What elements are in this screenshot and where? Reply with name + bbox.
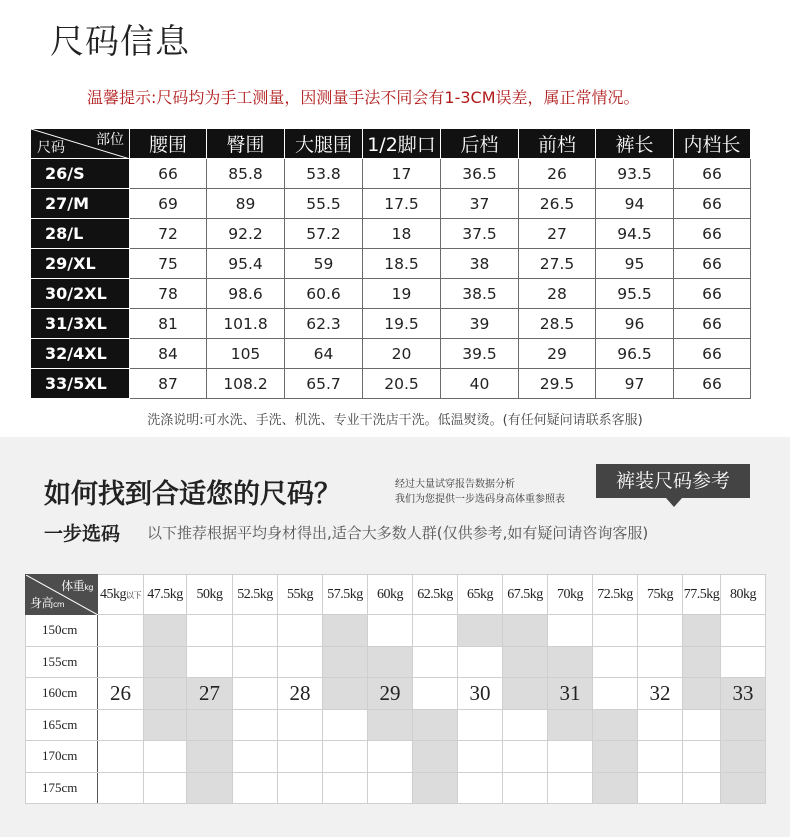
grid-cell xyxy=(368,709,413,741)
measurement-cell: 94 xyxy=(596,189,674,219)
grid-cell xyxy=(323,772,368,804)
height-word: 身高 xyxy=(30,596,54,610)
grid-cell xyxy=(413,772,458,804)
measurement-cell: 66 xyxy=(674,309,751,339)
measurement-cell: 37 xyxy=(441,189,519,219)
grid-cell xyxy=(144,646,187,678)
height-label: 170cm xyxy=(26,741,98,773)
grid-cell xyxy=(593,772,638,804)
height-label: 165cm xyxy=(26,709,98,741)
grid-cell xyxy=(638,709,683,741)
measurement-cell: 29.5 xyxy=(519,369,596,399)
weight-header: 65kg xyxy=(458,575,503,615)
grid-cell xyxy=(187,615,233,647)
grid-cell xyxy=(593,615,638,647)
measurement-cell: 20.5 xyxy=(363,369,441,399)
measurement-cell: 93.5 xyxy=(596,159,674,189)
grid-cell xyxy=(278,772,323,804)
grid-cell xyxy=(233,615,278,647)
measurement-cell: 26 xyxy=(519,159,596,189)
grid-cell xyxy=(323,709,368,741)
grid-cell xyxy=(144,615,187,647)
grid-cell xyxy=(233,741,278,773)
grid-cell xyxy=(458,709,503,741)
height-weight-grid xyxy=(25,574,766,804)
measurement-cell: 57.2 xyxy=(285,219,363,249)
grid-cell xyxy=(548,741,593,773)
grid-cell xyxy=(548,646,593,678)
grid-cell xyxy=(458,772,503,804)
grid-cell xyxy=(638,646,683,678)
weight-word: 体重 xyxy=(61,579,85,593)
height-label: 155cm xyxy=(26,646,98,678)
measurement-cell: 66 xyxy=(674,369,751,399)
grid-cell xyxy=(503,646,548,678)
wash-instructions: 洗涤说明:可水洗、手洗、机洗、专业干洗店干洗。低温熨烫。(有任何疑问请联系客服) xyxy=(147,413,643,428)
measurement-cell: 28.5 xyxy=(519,309,596,339)
weight-header: 47.5kg xyxy=(144,575,187,615)
measurement-cell: 97 xyxy=(596,369,674,399)
measurement-cell: 37.5 xyxy=(441,219,519,249)
grid-cell xyxy=(413,709,458,741)
weight-header: 72.5kg xyxy=(593,575,638,615)
grid-cell xyxy=(144,741,187,773)
grid-cell xyxy=(98,709,144,741)
corner-height-label xyxy=(30,594,64,611)
grid-cell xyxy=(548,709,593,741)
corner-weight-label xyxy=(61,577,93,594)
weight-header: 52.5kg xyxy=(233,575,278,615)
grid-cell xyxy=(721,709,766,741)
grid-cell xyxy=(278,646,323,678)
measurement-cell: 19 xyxy=(363,279,441,309)
grid-cell xyxy=(368,615,413,647)
size-info-title: 尺码信息 xyxy=(50,22,190,62)
measurement-cell: 19.5 xyxy=(363,309,441,339)
measurement-cell: 69 xyxy=(130,189,207,219)
measurement-cell: 87 xyxy=(130,369,207,399)
size-label: 26/S xyxy=(31,159,130,189)
grid-cell xyxy=(721,772,766,804)
size-row xyxy=(31,339,751,369)
size-table-header xyxy=(31,129,751,159)
grid-cell xyxy=(413,615,458,647)
measurement-cell: 39 xyxy=(441,309,519,339)
grid-cell xyxy=(683,772,721,804)
height-row xyxy=(26,646,766,678)
grid-cell xyxy=(278,741,323,773)
measurement-cell: 96.5 xyxy=(596,339,674,369)
measurement-cell: 60.6 xyxy=(285,279,363,309)
measurement-cell: 29 xyxy=(519,339,596,369)
recommended-size: 28 xyxy=(278,678,323,710)
measurement-cell: 27.5 xyxy=(519,249,596,279)
grid-cell xyxy=(683,678,721,710)
grid-cell xyxy=(413,741,458,773)
recommended-size: 32 xyxy=(638,678,683,710)
measurement-cell: 55.5 xyxy=(285,189,363,219)
measurement-cell: 98.6 xyxy=(207,279,285,309)
grid-cell xyxy=(503,772,548,804)
grid-cell xyxy=(233,772,278,804)
col-header: 后档 xyxy=(441,129,519,159)
weight-header: 60kg xyxy=(368,575,413,615)
height-row xyxy=(26,741,766,773)
grid-cell xyxy=(593,741,638,773)
col-header: 裤长 xyxy=(596,129,674,159)
size-label: 29/XL xyxy=(31,249,130,279)
grid-cell xyxy=(593,709,638,741)
grid-cell xyxy=(413,646,458,678)
size-label: 28/L xyxy=(31,219,130,249)
grid-cell xyxy=(323,646,368,678)
weight-header: 75kg xyxy=(638,575,683,615)
measurement-cell: 17 xyxy=(363,159,441,189)
grid-cell xyxy=(458,741,503,773)
grid-header-row xyxy=(26,575,766,615)
grid-cell xyxy=(187,741,233,773)
size-label: 30/2XL xyxy=(31,279,130,309)
height-label: 160cm xyxy=(26,678,98,710)
height-row xyxy=(26,772,766,804)
grid-cell xyxy=(548,772,593,804)
grid-cell xyxy=(683,741,721,773)
grid-cell xyxy=(683,615,721,647)
grid-cell xyxy=(503,678,548,710)
measurement-cell: 66 xyxy=(674,249,751,279)
measurement-cell: 75 xyxy=(130,249,207,279)
grid-cell xyxy=(187,646,233,678)
height-label: 175cm xyxy=(26,772,98,804)
grid-cell xyxy=(721,646,766,678)
grid-cell xyxy=(233,709,278,741)
weight-header: 77.5kg xyxy=(683,575,721,615)
weight-header: 55kg xyxy=(278,575,323,615)
grid-cell xyxy=(368,741,413,773)
recommended-size: 27 xyxy=(187,678,233,710)
height-unit: cm xyxy=(53,600,65,609)
measurement-cell: 36.5 xyxy=(441,159,519,189)
grid-cell xyxy=(323,741,368,773)
grid-cell xyxy=(368,646,413,678)
pants-size-reference-badge: 裤装尺码参考 xyxy=(596,464,750,498)
weight-suffix: 以下 xyxy=(126,590,141,600)
weight-header xyxy=(98,575,144,615)
corner-label-part: 部位 xyxy=(96,132,124,148)
grid-cell xyxy=(593,646,638,678)
size-label: 32/4XL xyxy=(31,339,130,369)
size-label: 27/M xyxy=(31,189,130,219)
grid-cell xyxy=(144,678,187,710)
measurement-cell: 18.5 xyxy=(363,249,441,279)
col-header: 臀围 xyxy=(207,129,285,159)
col-header: 大腿围 xyxy=(285,129,363,159)
recommended-size: 30 xyxy=(458,678,503,710)
measurement-cell: 105 xyxy=(207,339,285,369)
grid-cell xyxy=(638,772,683,804)
height-row xyxy=(26,615,766,647)
size-row xyxy=(31,309,751,339)
measurement-cell: 39.5 xyxy=(441,339,519,369)
measurement-cell: 66 xyxy=(674,189,751,219)
weight-header: 57.5kg xyxy=(323,575,368,615)
grid-cell xyxy=(458,615,503,647)
measurement-cell: 65.7 xyxy=(285,369,363,399)
measurement-cell: 72 xyxy=(130,219,207,249)
measurement-cell: 81 xyxy=(130,309,207,339)
measurement-cell: 38 xyxy=(441,249,519,279)
size-row xyxy=(31,369,751,399)
grid-cell xyxy=(683,709,721,741)
recommended-size: 29 xyxy=(368,678,413,710)
height-row xyxy=(26,678,766,710)
grid-cell xyxy=(683,646,721,678)
measurement-cell: 95.4 xyxy=(207,249,285,279)
recommendation-note: 以下推荐根据平均身材得出,适合大多数人群(仅供参考,如有疑问请咨询客服) xyxy=(147,524,649,542)
grid-cell xyxy=(187,709,233,741)
weight-header: 50kg xyxy=(187,575,233,615)
size-row xyxy=(31,279,751,309)
weight-unit: kg xyxy=(84,583,93,592)
grid-cell xyxy=(368,772,413,804)
grid-cell xyxy=(278,709,323,741)
grid-cell xyxy=(548,615,593,647)
weight-header: 62.5kg xyxy=(413,575,458,615)
size-measurement-table xyxy=(30,128,751,399)
grid-cell xyxy=(503,615,548,647)
col-header: 腰围 xyxy=(130,129,207,159)
grid-cell xyxy=(721,741,766,773)
measurement-cell: 101.8 xyxy=(207,309,285,339)
col-header: 前档 xyxy=(519,129,596,159)
grid-corner xyxy=(26,575,98,615)
measurement-cell: 40 xyxy=(441,369,519,399)
corner-label-size: 尺码 xyxy=(37,140,65,156)
grid-cell xyxy=(638,615,683,647)
measurement-cell: 59 xyxy=(285,249,363,279)
size-label: 33/5XL xyxy=(31,369,130,399)
grid-cell xyxy=(323,615,368,647)
grid-cell xyxy=(144,709,187,741)
grid-cell xyxy=(721,615,766,647)
one-step-label: 一步选码 xyxy=(44,523,121,545)
recommended-size: 31 xyxy=(548,678,593,710)
measurement-cell: 18 xyxy=(363,219,441,249)
grid-cell xyxy=(187,772,233,804)
size-label: 31/3XL xyxy=(31,309,130,339)
measurement-cell: 66 xyxy=(674,219,751,249)
measurement-cell: 94.5 xyxy=(596,219,674,249)
grid-cell xyxy=(278,615,323,647)
grid-cell xyxy=(233,678,278,710)
col-header: 内档长 xyxy=(674,129,751,159)
grid-cell xyxy=(413,678,458,710)
measurement-cell: 17.5 xyxy=(363,189,441,219)
grid-cell xyxy=(233,646,278,678)
measurement-cell: 108.2 xyxy=(207,369,285,399)
height-label: 150cm xyxy=(26,615,98,647)
measurement-cell: 89 xyxy=(207,189,285,219)
measurement-cell: 66 xyxy=(674,339,751,369)
grid-cell xyxy=(98,646,144,678)
grid-cell xyxy=(144,772,187,804)
size-row xyxy=(31,189,751,219)
size-row xyxy=(31,249,751,279)
measurement-cell: 64 xyxy=(285,339,363,369)
weight-header: 80kg xyxy=(721,575,766,615)
measurement-cell: 38.5 xyxy=(441,279,519,309)
weight-value: 45kg xyxy=(100,586,126,602)
col-header: 1/2脚口 xyxy=(363,129,441,159)
grid-cell xyxy=(503,741,548,773)
measurement-cell: 78 xyxy=(130,279,207,309)
measurement-cell: 95 xyxy=(596,249,674,279)
measurement-cell: 26.5 xyxy=(519,189,596,219)
size-row xyxy=(31,159,751,189)
measurement-cell: 85.8 xyxy=(207,159,285,189)
grid-cell xyxy=(458,646,503,678)
grid-cell xyxy=(98,615,144,647)
measurement-cell: 96 xyxy=(596,309,674,339)
recommended-size: 33 xyxy=(721,678,766,710)
size-row xyxy=(31,219,751,249)
grid-cell xyxy=(98,772,144,804)
weight-header: 70kg xyxy=(548,575,593,615)
measurement-cell: 66 xyxy=(674,279,751,309)
grid-cell xyxy=(323,678,368,710)
measurement-cell: 27 xyxy=(519,219,596,249)
measurement-tip: 温馨提示:尺码均为手工测量，因测量手法不同会有1-3CM误差，属正常情况。 xyxy=(87,88,640,107)
grid-cell xyxy=(503,709,548,741)
measurement-cell: 95.5 xyxy=(596,279,674,309)
grid-cell xyxy=(638,741,683,773)
size-finder-section xyxy=(0,437,790,837)
grid-cell xyxy=(593,678,638,710)
grid-cell xyxy=(98,741,144,773)
measurement-cell: 20 xyxy=(363,339,441,369)
measurement-cell: 66 xyxy=(674,159,751,189)
data-analysis-note: 经过大量试穿报告数据分析 xyxy=(395,479,515,490)
measurement-cell: 66 xyxy=(130,159,207,189)
measurement-cell: 62.3 xyxy=(285,309,363,339)
measurement-cell: 84 xyxy=(130,339,207,369)
measurement-cell: 92.2 xyxy=(207,219,285,249)
size-table-corner xyxy=(31,129,130,159)
reference-chart-note: 我们为您提供一步选码身高体重参照表 xyxy=(395,494,565,505)
weight-header: 67.5kg xyxy=(503,575,548,615)
size-finder-title: 如何找到合适您的尺码？ xyxy=(44,479,341,510)
height-row xyxy=(26,709,766,741)
measurement-cell: 53.8 xyxy=(285,159,363,189)
recommended-size: 26 xyxy=(98,678,144,710)
measurement-cell: 28 xyxy=(519,279,596,309)
